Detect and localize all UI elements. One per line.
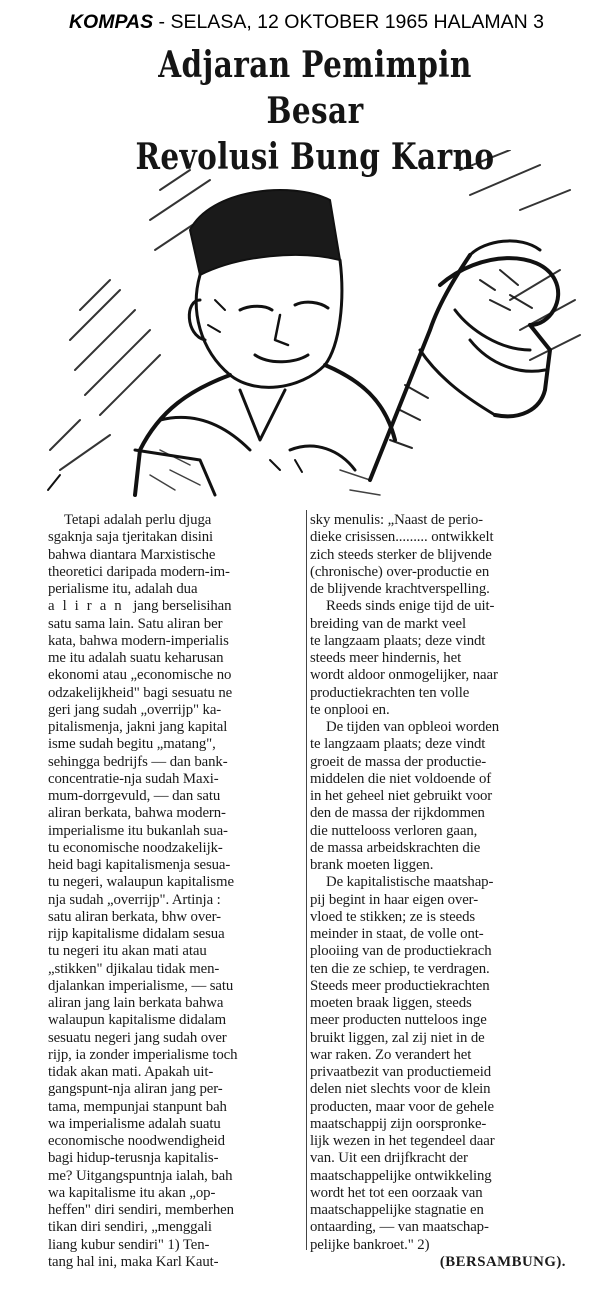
text-line: in het geheel niet gebruikt voor <box>310 788 493 804</box>
text-line: bahwa diantara Marxistische <box>48 546 216 563</box>
text-line: wordt aldoor onmogelijker, naar <box>310 667 498 684</box>
text-line: ekonomi atau „economische no <box>48 667 232 684</box>
text-line: bagi hidup-terusnja kapitalis- <box>48 1150 219 1167</box>
continued-marker: (BERSAMBUNG). <box>439 1253 566 1270</box>
text-line: meinder in staat, de volle ont- <box>310 926 484 942</box>
text-line: aliran jang lain berkata bahwa <box>48 995 224 1011</box>
text-line: gangspunt-nja aliran jang per- <box>48 1081 223 1098</box>
headline-line-2: Revolusi Bung Karno <box>135 136 495 178</box>
text-line: odzakelijkheid" bagi sesuatu ne <box>48 684 233 701</box>
text-line: pitalismenja, jakni jang kapital <box>48 719 228 735</box>
text-line: lijk wezen in het tegendeel daar <box>310 1133 495 1149</box>
text-line: tidak akan mati. Apakah uit- <box>48 1064 214 1080</box>
text-line: rijp kapitalisme didalam sesua <box>48 926 225 942</box>
text-line: tu negeri itu akan mati atau <box>48 943 207 960</box>
text-line: me itu adalah suatu keharusan <box>48 650 224 666</box>
text-line: satu sama lain. Satu aliran ber <box>48 615 223 632</box>
text-line: ten die ze schiep, te verdragen. <box>310 960 490 977</box>
newspaper-name: KOMPAS <box>68 11 154 33</box>
portrait-sketch-icon <box>40 150 585 500</box>
text-line: wordt het tot een oorzaak van <box>310 1184 483 1201</box>
text-line: tang hal ini, maka Karl Kaut- <box>48 1253 219 1270</box>
text-line: die nuttelooss verloren gaan, <box>310 822 478 839</box>
text-line: mum-dorrgevuld, — dan satu <box>48 788 221 804</box>
text-line: aliran berkata, bahwa modern- <box>48 805 226 822</box>
text-line: De kapitalistische maatshap- <box>326 874 494 891</box>
article-column-left <box>48 512 304 1271</box>
text-line: plooiing van de productiekrach <box>310 943 492 960</box>
text-line: producten, maar voor de gehele <box>310 1098 494 1115</box>
text-line: sesuatu negeri jang sudah over <box>48 1029 227 1046</box>
text-line: economische noodwendigheid <box>48 1133 225 1149</box>
headline-line-1: Adjaran Pemimpin Besar <box>158 44 472 132</box>
text-line: Tetapi adalah perlu djuga <box>64 512 212 528</box>
text-line: vloed te stikken; ze is steeds <box>310 908 476 925</box>
text-line: isme sudah begitu „matang", <box>48 736 216 753</box>
text-line: satu aliran berkata, bhw over- <box>48 908 221 925</box>
text-line-group <box>48 598 304 615</box>
text-line: privaatbezit van productiemeid <box>310 1064 492 1080</box>
text-line: delen niet slechts voor de klein <box>310 1081 491 1098</box>
text-line: productiekrachten ten volle <box>310 684 470 701</box>
text-line: steeds meer hindernis, het <box>310 650 462 666</box>
text-line: rijp, ia zonder imperialisme toch <box>48 1046 238 1063</box>
text-line: meer producten nutteloos inge <box>310 1012 487 1029</box>
text-line: walaupun kapitalisme didalam <box>48 1012 226 1029</box>
text-line: theoretici daripada modern-im- <box>48 563 230 580</box>
text-line: dieke crisissen......... ontwikkelt <box>310 529 494 546</box>
text-line: heid bagi kapitalismenja sesua- <box>48 857 231 873</box>
column-divider <box>306 510 307 1250</box>
text-line: pij begint in haar eigen over- <box>310 891 479 908</box>
text-line: maatschappelijke stagnatie en <box>310 1202 484 1218</box>
text-line: war raken. Zo verandert het <box>310 1046 472 1063</box>
text-line: imperialisme itu bukanlah sua- <box>48 822 228 839</box>
text-line: brank moeten liggen. <box>310 857 434 873</box>
text-line: sgaknja saja tjeritakan disini <box>48 529 214 546</box>
issue-info: - SELASA, 12 OKTOBER 1965 HALAMAN 3 <box>153 11 545 33</box>
text-line: groeit de massa der productie- <box>310 753 487 770</box>
text-line: Steeds meer productiekrachten <box>310 977 490 994</box>
text-line: te langzaam plaats; deze vindt <box>310 632 486 649</box>
text-line: perialisme itu, adalah dua <box>48 581 198 597</box>
text-line: van. Uit een drijfkracht der <box>310 1150 468 1167</box>
text-line: tu economische noodzakelijk- <box>48 839 223 856</box>
text-line: concentratie-nja sudah Maxi- <box>48 770 219 787</box>
text-line: ontaarding, — van maatschap- <box>310 1219 489 1236</box>
text-line: „stikken" djikalau tidak men- <box>48 960 220 977</box>
text-line: me? Uitgangspuntnja ialah, bah <box>48 1167 233 1184</box>
text-line: te langzaam plaats; deze vindt <box>310 736 486 753</box>
text-line: maatschappij zijn oorspronke- <box>310 1115 487 1132</box>
text-line: heffen" diri sendiri, memberhen <box>48 1202 234 1218</box>
text-line: breiding van de markt veel <box>310 615 466 632</box>
text-line: djalankan imperialisme, — satu <box>48 977 234 994</box>
text-line: kata, bahwa modern-imperialis <box>48 632 229 649</box>
text-line: nja sudah „overrijp". Artinja : <box>48 891 221 908</box>
article-column-right <box>310 512 566 1271</box>
text-line: de blijvende krachtverspelling. <box>310 581 490 597</box>
text-line: sehingga bedrijfs — dan bank- <box>48 753 228 770</box>
text-line: Reeds sinds enige tijd de uit- <box>326 598 495 615</box>
text-line: pelijke bankroet." 2) <box>310 1236 430 1253</box>
text-line: zich steeds sterker de blijvende <box>310 546 492 563</box>
text-line: tu negeri, walaupun kapitalisme <box>48 874 234 891</box>
text-line: aliran <box>48 598 130 615</box>
text-line: liang kubur sendiri" 1) Ten- <box>48 1236 210 1253</box>
text-line: te onplooi en. <box>310 701 390 718</box>
text-line: wa imperialisme adalah suatu <box>48 1115 221 1132</box>
text-line: wa kapitalisme itu akan „op- <box>48 1184 216 1201</box>
text-line: tikan diri sendiri, „menggali <box>48 1219 212 1236</box>
text-line: bruikt liggen, zal zij niet in de <box>310 1029 485 1046</box>
text-line: De tijden van opbleoi worden <box>326 719 500 735</box>
text-line: (chronische) over-productie en <box>310 563 490 580</box>
text-line: moeten braak liggen, steeds <box>310 995 472 1011</box>
text-line: den de massa der rijkdommen <box>310 805 485 822</box>
text-line: sky menulis: „Naast de perio- <box>310 512 483 528</box>
text-line: middelen die niet voldoende of <box>310 770 492 787</box>
text-line: tama, mempunjai stanpunt bah <box>48 1098 227 1115</box>
text-line: maatschappelijke ontwikkeling <box>310 1167 492 1184</box>
newspaper-header <box>0 4 613 40</box>
text-line: jang berselisihan <box>133 598 232 615</box>
text-line: geri jang sudah „overrijp" ka- <box>48 701 222 718</box>
text-line: de massa arbeidskrachten die <box>310 839 481 856</box>
